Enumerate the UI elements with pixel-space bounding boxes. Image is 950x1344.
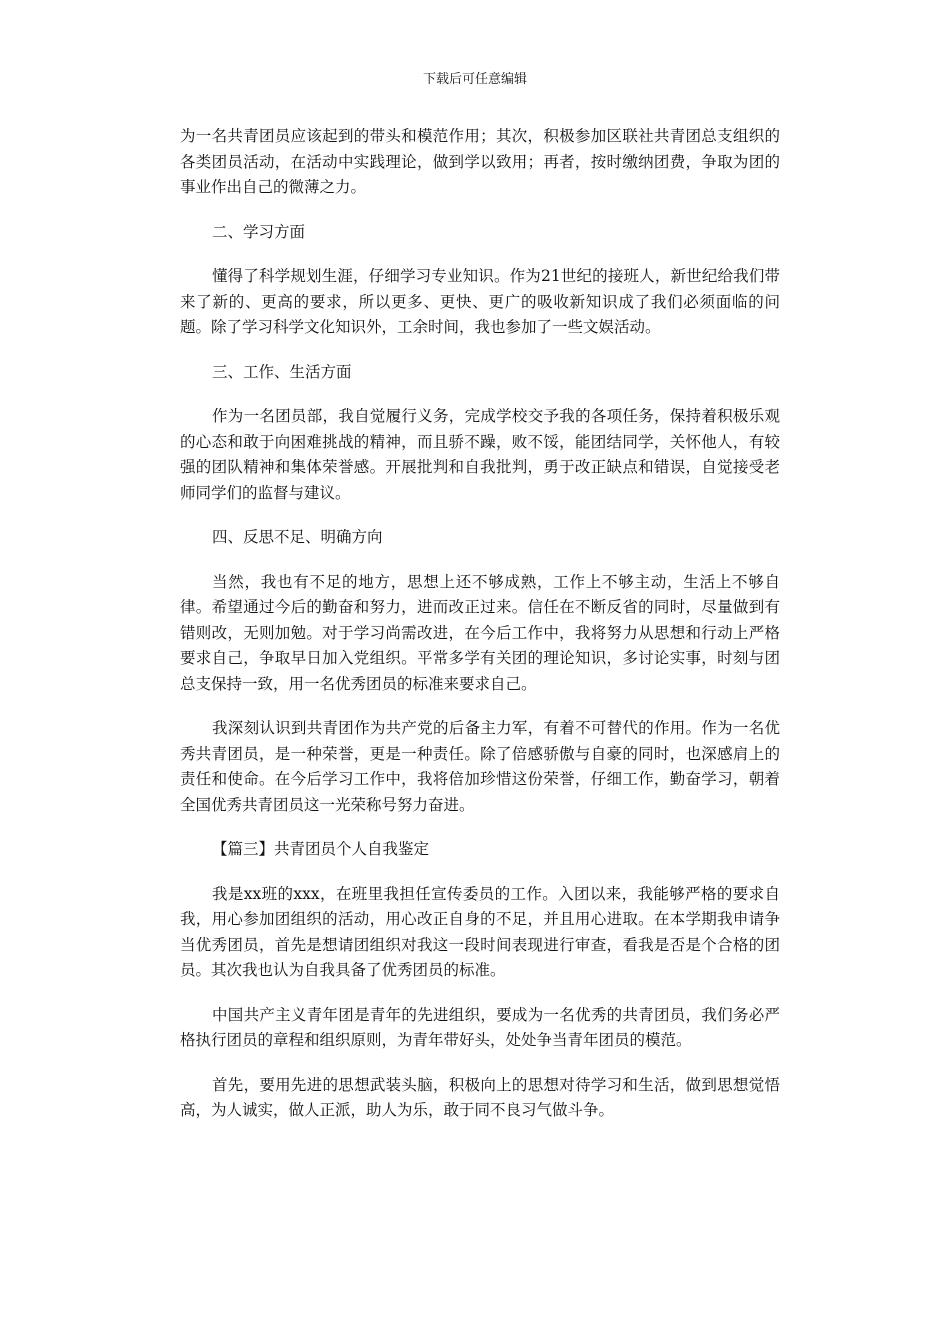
section-heading: 四、反思不足、明确方向 xyxy=(212,528,383,546)
paragraph: 为一名共青团员应该起到的带头和模范作用；其次，积极参加区联社共青团总支组织的各类团员活动，在活动中实践理论，做到学以致用；再者，按时缴纳团费，争取为团的事业作出自己的微薄之力。 xyxy=(180,127,780,196)
section-heading: 二、学习方面 xyxy=(212,222,306,241)
paragraph: 当然，我也有不足的地方，思想上还不够成熟，工作上不够主动，生活上不够自律。希望通过今后的勤奋和努力，进而改正过来。信任在不断反省的同时，尽量做到有错则改，无则加勉。对于学习尚需改进，在今后工作中，我将努力从思想和行动上严格要求自己，争取早日加入党组织。平常多学有关团的理论知识，多讨论实事，时刻与团总支保持一致，用一名优秀团员的标准来要求自己。 xyxy=(180,572,780,693)
paragraph: 首先，要用先进的思想武装头脑，积极向上的思想对待学习和生活，做到思想觉悟高，为人诚实，做人正派，助人为乐，敢于同不良习气做斗争。 xyxy=(180,1075,780,1119)
page-header: 下载后可任意编辑 xyxy=(422,72,527,87)
section-heading: 【篇三】共青团员个人自我鉴定 xyxy=(212,840,430,858)
paragraph: 作为一名团员部，我自觉履行义务，完成学校交予我的各项任务，保持着积极乐观的心态和敢于向困难挑战的精神，而且骄不躁，败不馁，能团结同学，关怀他人，有较强的团队精神和集体荣誉感。开展批判和自我批判，勇于改正缺点和错误，自觉接受老师同学们的监督与建议。 xyxy=(180,407,780,502)
document-body xyxy=(180,124,780,1143)
section-heading: 三、工作、生活方面 xyxy=(212,362,352,381)
paragraph: 我深刻认识到共青团作为共产党的后备主力军，有着不可替代的作用。作为一名优秀共青团员，是一种荣誉，更是一种责任。除了倍感骄傲与自豪的同时，也深感肩上的责任和使命。在今后学习工作中，我将倍加珍惜这份荣誉，仔细工作，勤奋学习，朝着全国优秀共青团员这一光荣称号努力奋进。 xyxy=(180,719,780,814)
paragraph: 我是xx班的xxx，在班里我担任宣传委员的工作。入团以来，我能够严格的要求自我，用心参加团组织的活动，用心改正自身的不足，并且用心进取。在本学期我申请争当优秀团员，首先是想请团组织对我这一段时间表现进行审查，看我是否是个合格的团员。其次我也认为自我具备了优秀团员的标准。 xyxy=(180,884,780,979)
paragraph: 懂得了科学规划生涯，仔细学习专业知识。作为21世纪的接班人，新世纪给我们带来了新的、更高的要求，所以更多、更快、更广的吸收新知识成了我们必须面临的问题。除了学习科学文化知识外，工余时间，我也参加了一些文娱活动。 xyxy=(180,267,780,336)
paragraph: 中国共产主义青年团是青年的先进组织，要成为一名优秀的共青团员，我们务必严格执行团员的章程和组织原则，为青年带好头，处处争当青年团员的模范。 xyxy=(180,1005,780,1049)
